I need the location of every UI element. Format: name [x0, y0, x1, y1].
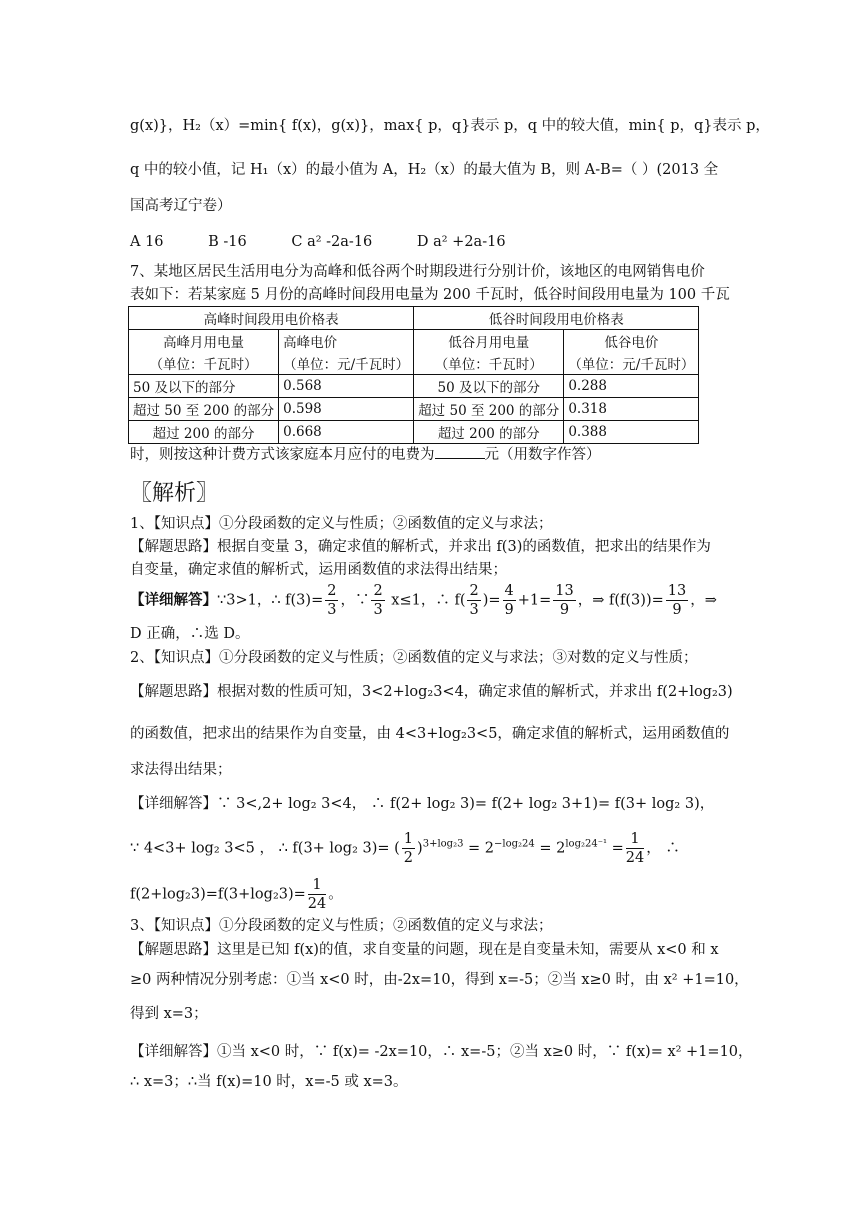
h-peak-price: 高峰电价	[279, 330, 414, 353]
s2-d2b: )	[417, 840, 423, 857]
s1-knowledge: 1、【知识点】①分段函数的定义与性质；②函数值的定义与求法；	[130, 516, 553, 532]
frac-den: 3	[327, 602, 337, 618]
s2-detail2	[130, 830, 680, 867]
analysis-title: 〖解析〗	[130, 481, 219, 506]
frac-den: 24	[625, 850, 645, 866]
frac-num: 13	[555, 583, 574, 599]
exponent: 3+log₂3	[422, 838, 464, 850]
s2-detail1: 【详细解答】∵ 3<,2+ log₂ 3<4， ∴ f(2+ log₂ 3)= f(2+ log₂ 3+1)= f(3+ log₂ 3)，	[130, 796, 715, 812]
table-row	[129, 375, 699, 398]
s1-d-b: ，∵	[340, 592, 370, 609]
peak-amount: 超过 50 至 200 的部分	[129, 398, 279, 421]
fraction	[626, 830, 644, 867]
valley-price: 0.318	[564, 398, 699, 421]
s2-thinking1: 【解题思路】根据对数的性质可知，3<2+log₂3<4，确定求值的解析式，并求出 f(2+log₂3)	[130, 684, 733, 700]
q6-options	[130, 232, 506, 252]
fraction	[553, 582, 575, 619]
s2-d2c: = 2	[463, 840, 495, 857]
s1-d-c: x≤1，∴ f(	[386, 592, 466, 609]
s1-detail2: D 正确，∴选 D。	[130, 626, 250, 642]
h-peak-unit: （单位：千瓦时）	[129, 352, 279, 375]
s2-thinking2: 的函数值，把求出的结果作为自变量，由 4<3+log₂3<5，确定求值的解析式，运用函数值的	[130, 726, 730, 742]
s2-thinking3: 求法得出结果；	[130, 762, 232, 778]
s3-thinking3: 得到 x=3；	[130, 1006, 208, 1022]
q6-line2: q 中的较小值，记 H₁（x）的最小值为 A，H₂（x）的最大值为 B，则 A-B=（ ）(2013 全	[130, 162, 719, 178]
fraction	[371, 582, 384, 619]
detail-label: 【详细解答】	[130, 591, 217, 609]
h-valley-price-unit: （单位：元/千瓦时）	[564, 352, 699, 375]
table-row	[129, 398, 699, 421]
frac-den: 2	[403, 850, 414, 866]
fraction	[467, 582, 480, 619]
s3-detail2: ∴ x=3；∴当 f(x)=10 时，x=-5 或 x=3。	[130, 1074, 408, 1090]
frac-num: 1	[626, 830, 644, 849]
table-row	[129, 421, 699, 444]
exponent: log₂24⁻¹	[565, 838, 607, 850]
s2-d2f: ， ∴	[646, 840, 680, 857]
fraction	[325, 582, 338, 619]
s3-detail1: 【详细解答】①当 x<0 时，∵ f(x)= -2x=10，∴ x=-5；②当 x≥0 时，∵ f(x)= x² +1=10，	[130, 1044, 753, 1060]
fraction	[308, 876, 326, 913]
valley-title: 低谷时间段用电价格表	[414, 307, 699, 330]
s1-thinking1: 【解题思路】根据自变量 3，确定求值的解析式，并求出 f(3)的函数值，把求出的结果作为	[130, 539, 711, 555]
q7-after-text: 时，则按这种计费方式该家庭本月应付的电费为	[130, 447, 435, 463]
q7-after-text2: 元（用数字作答）	[484, 447, 601, 463]
frac-den: 9	[672, 602, 682, 618]
s2-d3: f(2+log₂3)=f(3+log₂3)=	[130, 886, 306, 903]
answer-blank	[435, 444, 485, 459]
h-price-unit: （单位：元/千瓦时）	[279, 352, 414, 375]
peak-price: 0.568	[279, 375, 414, 398]
price-table	[128, 306, 699, 444]
option-b: B -16	[208, 234, 247, 250]
q7-line1: 7、某地区居民生活用电分为高峰和低谷两个时期段进行分别计价，该地区的电网销售电价	[130, 264, 705, 280]
frac-num: 1	[308, 876, 326, 895]
exponent: −log₂24	[494, 838, 535, 850]
peak-price: 0.668	[279, 421, 414, 444]
peak-title: 高峰时间段用电价格表	[129, 307, 414, 330]
frac-num: 2	[373, 583, 383, 599]
s2-d2a: ∵ 4<3+ log₂ 3<5 ， ∴ f(3+ log₂ 3)= (	[130, 840, 400, 857]
valley-amount: 超过 200 的部分	[414, 421, 564, 444]
h-valley-price: 低谷电价	[564, 330, 699, 353]
frac-num: 1	[403, 831, 414, 847]
s2-detail3	[130, 876, 343, 913]
valley-amount: 50 及以下的部分	[414, 375, 564, 398]
fraction	[666, 582, 688, 619]
s1-detail	[130, 582, 717, 619]
peak-amount: 超过 200 的部分	[129, 421, 279, 444]
h-valley-amount: 低谷月用电量	[414, 330, 564, 353]
frac-den: 3	[373, 602, 383, 618]
s3-knowledge: 3、【知识点】①分段函数的定义与性质；②函数值的定义与求法；	[130, 918, 553, 934]
frac-num: 2	[469, 583, 479, 599]
s2-d3end: 。	[328, 886, 343, 903]
s1-thinking2: 自变量，确定求值的解析式，运用函数值的求法得出结果；	[130, 562, 507, 578]
peak-amount: 50 及以下的部分	[129, 375, 279, 398]
s3-thinking1: 【解题思路】这里是已知 f(x)的值，求自变量的问题，现在是自变量未知，需要从 x<0 和 x	[130, 942, 719, 958]
s1-d-a: ∵3>1，∴ f(3)=	[217, 592, 324, 609]
q7-after	[130, 444, 601, 465]
valley-price: 0.388	[564, 421, 699, 444]
q6-line3: 国高考辽宁卷）	[130, 198, 232, 214]
s2-knowledge: 2、【知识点】①分段函数的定义与性质；②函数值的定义与求法；③对数的定义与性质；	[130, 650, 698, 666]
frac-den: 24	[307, 896, 327, 912]
h-peak-amount: 高峰月用电量	[129, 330, 279, 353]
s1-d-g: ，⇒	[690, 592, 717, 609]
peak-price: 0.598	[279, 398, 414, 421]
fraction	[503, 582, 516, 619]
option-d: D a² +2a-16	[416, 234, 506, 250]
valley-amount: 超过 50 至 200 的部分	[414, 398, 564, 421]
option-a: A 16	[130, 234, 164, 250]
s2-d2d: = 2	[534, 840, 566, 857]
s1-d-e: +1=	[517, 592, 552, 609]
s1-d-f: ，⇒ f(f(3))=	[577, 592, 664, 609]
option-c: C a² -2a-16	[291, 234, 373, 250]
s1-d-d: )=	[482, 592, 501, 609]
frac-den: 3	[469, 602, 479, 618]
q6-line1: g(x)}，H₂（x）=min{ f(x)，g(x)}，max{ p，q}表示 p，q 中的较大值，min{ p，q}表示 p，	[130, 118, 770, 134]
s2-d2e: =	[607, 840, 624, 857]
fraction	[402, 830, 415, 867]
q7-line2: 表如下：若某家庭 5 月份的高峰时间段用电量为 200 千瓦时，低谷时间段用电量为 100 千瓦	[130, 287, 730, 303]
valley-price: 0.288	[564, 375, 699, 398]
frac-num: 2	[327, 583, 337, 599]
h-valley-unit: （单位：千瓦时）	[414, 352, 564, 375]
frac-den: 9	[559, 602, 570, 618]
s3-thinking2: ≥0 两种情况分别考虑：①当 x<0 时，由-2x=10，得到 x=-5；②当 x≥0 时，由 x² +1=10，	[130, 972, 749, 988]
frac-num: 4	[504, 583, 514, 599]
frac-den: 9	[504, 602, 514, 618]
frac-num: 13	[667, 583, 687, 599]
